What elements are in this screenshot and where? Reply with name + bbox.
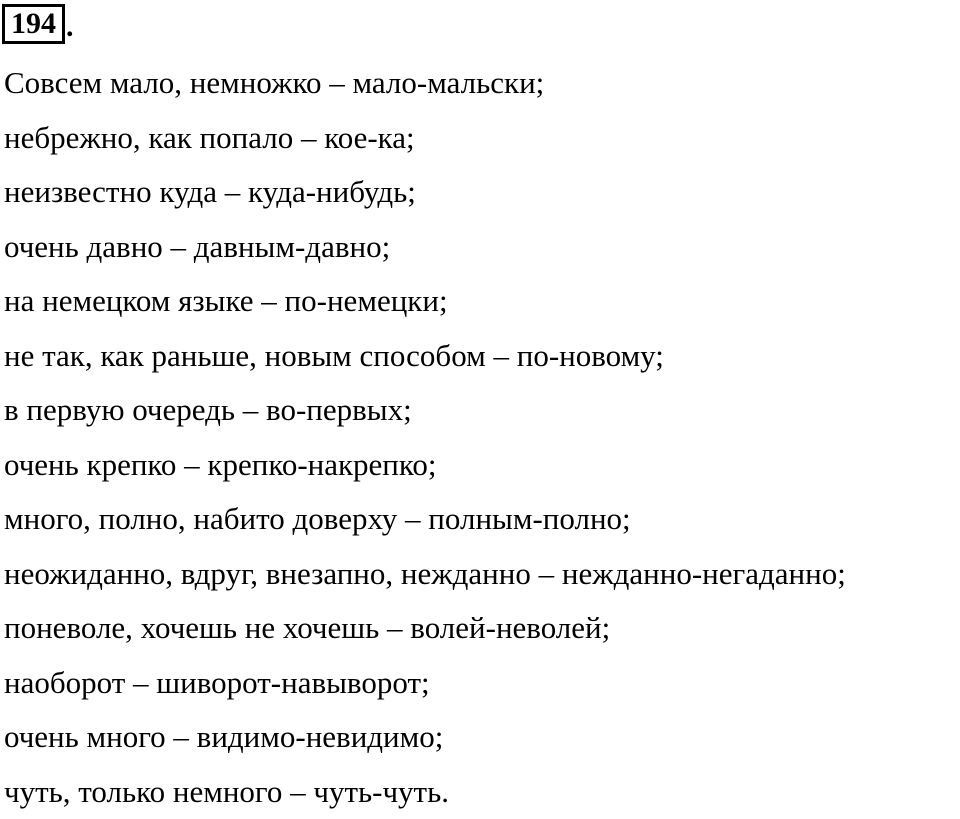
text-line: не так, как раньше, новым способом – по-новому;: [4, 329, 960, 384]
text-line: чуть, только немного – чуть-чуть.: [4, 765, 960, 819]
text-line: в первую очередь – во-первых;: [4, 383, 960, 438]
text-line: неизвестно куда – куда-нибудь;: [4, 165, 960, 220]
exercise-number-dot: .: [66, 10, 74, 44]
text-line: неожиданно, вдруг, внезапно, нежданно – нежданно-негаданно;: [4, 547, 960, 602]
text-line: поневоле, хочешь не хочешь – волей-неволей;: [4, 601, 960, 656]
text-line: небрежно, как попало – кое-ка;: [4, 111, 960, 166]
text-line: очень давно – давным-давно;: [4, 220, 960, 275]
text-line: очень много – видимо-невидимо;: [4, 710, 960, 765]
exercise-header: [2, 4, 74, 44]
answer-text: [4, 56, 960, 819]
exercise-number: 194: [2, 4, 65, 44]
text-line: наоборот – шиворот-навыворот;: [4, 656, 960, 711]
text-line: очень крепко – крепко-накрепко;: [4, 438, 960, 493]
text-line: Совсем мало, немножко – мало-мальски;: [4, 56, 960, 111]
text-line: на немецком языке – по-немецки;: [4, 274, 960, 329]
text-line: много, полно, набито доверху – полным-полно;: [4, 492, 960, 547]
